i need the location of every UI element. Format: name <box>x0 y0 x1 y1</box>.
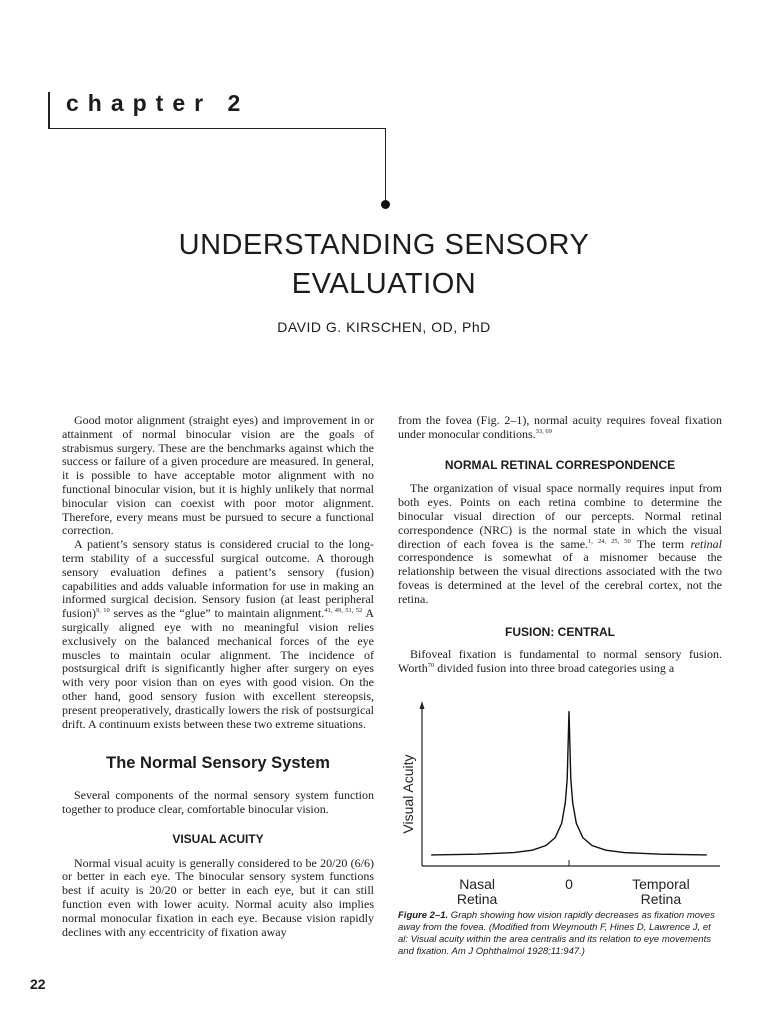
intro-paragraph-2-part-c: A surgically aligned eye with no meaningful vision relies exclusively on the balanced mechanical forces of the eye muscles to maintain ocular alignment. The incidence of postsurgical drift is significantly higher after surgery on eyes with very poor vision than on eyes with good vision. On the other hand, good sensory fusion with excellent stereopsis, present preoperatively, drastically lowers the risk of postsurgical drift. A continuum exists between these two extreme situations. <box>62 606 374 731</box>
visual-acuity-paragraph: Normal visual acuity is generally considered to be 20/20 (6/6) or better in each eye. The binocular sensory system functions best if acuity is 20/20 or better in each eye, but it can still function even with lower acuity. Normal acuity also implies normal monocular fixation in each eye. Because vision rapidly declines with any eccentricity of fixation away <box>62 855 374 939</box>
intro-paragraph-1: Good motor alignment (straight eyes) and improvement in or attainment of normal binocular vision are the goals of strabismus surgery. These are the benchmarks against which the success or failure of a given procedure are measured. In general, it is possible to have acceptable motor alignment with no functional binocular vision, but it is highly unlikely that normal binocular vision can coexist with poor motor alignment. Therefore, every means must be pursued to secure a functional correction. <box>62 413 374 538</box>
author-byline: DAVID G. KIRSCHEN, OD, PhD <box>277 319 491 335</box>
chart-x-tick-label-line: Retina <box>640 891 682 907</box>
chart-series-line-acuity <box>431 711 707 855</box>
chapter-frame-top-rule <box>48 128 386 129</box>
figure-visual-acuity-chart <box>398 698 722 913</box>
citation-superscript: 9, 10 <box>96 607 110 615</box>
chart-y-axis-label: Visual Acuity <box>400 754 416 834</box>
subheading-normal-retinal-correspondence: NORMAL RETINAL CORRESPONDENCE <box>444 457 676 472</box>
chapter-label: chapter 2 <box>66 90 250 116</box>
fusion-paragraph <box>398 648 722 676</box>
chart-x-tick-label-0 <box>457 876 498 907</box>
citation-superscript: 33, 69 <box>535 427 552 435</box>
chapter-frame-left-rule <box>48 92 50 129</box>
chapter-title-line-1: UNDERSTANDING SENSORY <box>178 229 590 261</box>
nrc-paragraph-part-c: correspondence is somewhat of a misnomer because the relationship between the visual directions associated with the two foveas is determined at the level of the cerebral cortex, not the retina. <box>398 550 722 606</box>
chart-x-tick-label-2 <box>632 876 690 907</box>
chart-y-axis-arrowhead <box>420 701 425 709</box>
chart-x-tick-labels <box>457 876 690 907</box>
chart-x-tick-label-line: Retina <box>456 891 498 907</box>
citation-superscript: 41, 49, 51, 52 <box>324 607 363 615</box>
chapter-frame-right-rule <box>385 128 386 202</box>
subheading-fusion-central: FUSION: CENTRAL <box>505 624 615 639</box>
section-heading-normal-sensory-system: The Normal Sensory System <box>106 754 330 773</box>
citation-superscript: 1, 24, 25, 50 <box>588 537 631 545</box>
citation-superscript: 70 <box>427 662 435 670</box>
nrc-italic-term: retinal <box>690 536 723 551</box>
intro-paragraph-2 <box>62 538 374 731</box>
intro-paragraph-2-part-a: A patient’s sensory status is considered crucial to the long-term stability of a successful surgical outcome. A thorough sensory evaluation defines a patient’s sensory (fusion) capabilities and adds valuable information for use in making an informed surgical decision. Sensory fusion (at least peripheral fusion) <box>62 537 374 621</box>
fovea-continuation-text: from the fovea (Fig. 2–1), normal acuity requires foveal fixation under monocular conditions. <box>398 413 722 441</box>
fusion-paragraph-part-b: divided fusion into three broad categories using a <box>434 661 675 676</box>
sensory-system-paragraph: Several components of the normal sensory system function together to produce clear, comfortable binocular vision. <box>62 788 374 816</box>
figure-caption <box>398 910 722 958</box>
chart-x-tick-label-line: 0 <box>565 876 573 892</box>
nrc-paragraph <box>398 482 722 606</box>
chart-x-tick-label-line: Temporal <box>632 876 690 892</box>
figure-caption-text: Graph showing how vision rapidly decreases as fixation moves away from the fovea. (Modified from Weymouth F, Hines D, Lawrence J, et al: Visual acuity within the area centralis and its relation to eye movements and fixation. Am J Ophthalmol 1928;11:947.) <box>398 910 715 957</box>
right-column <box>398 414 722 676</box>
figure-caption-label: Figure 2–1. <box>398 910 449 921</box>
nrc-paragraph-part-a: The organization of visual space normally requires input from both eyes. Points on each retina combine to determine the binocular visual direction of our percepts. Normal retinal correspondence (NRC) is the normal state in which the visual direction of each fovea is the same. <box>398 481 722 551</box>
chapter-title-line-2: EVALUATION <box>291 268 477 300</box>
left-column <box>62 414 374 939</box>
nrc-paragraph-part-b: The term <box>630 536 691 551</box>
page-number: 22 <box>30 976 46 992</box>
intro-paragraph-2-part-b: serves as the “glue” to maintain alignment. <box>109 606 325 621</box>
fovea-continuation-paragraph <box>398 414 722 442</box>
fusion-paragraph-part-a: Bifoveal fixation is fundamental to normal sensory fusion. Worth <box>398 647 722 676</box>
chart-x-tick-label-1 <box>565 876 573 892</box>
chart-x-tick-label-line: Nasal <box>459 876 495 892</box>
chapter-title <box>0 226 768 304</box>
subheading-visual-acuity: VISUAL ACUITY <box>172 831 264 846</box>
chapter-bullet-dot <box>381 200 390 209</box>
